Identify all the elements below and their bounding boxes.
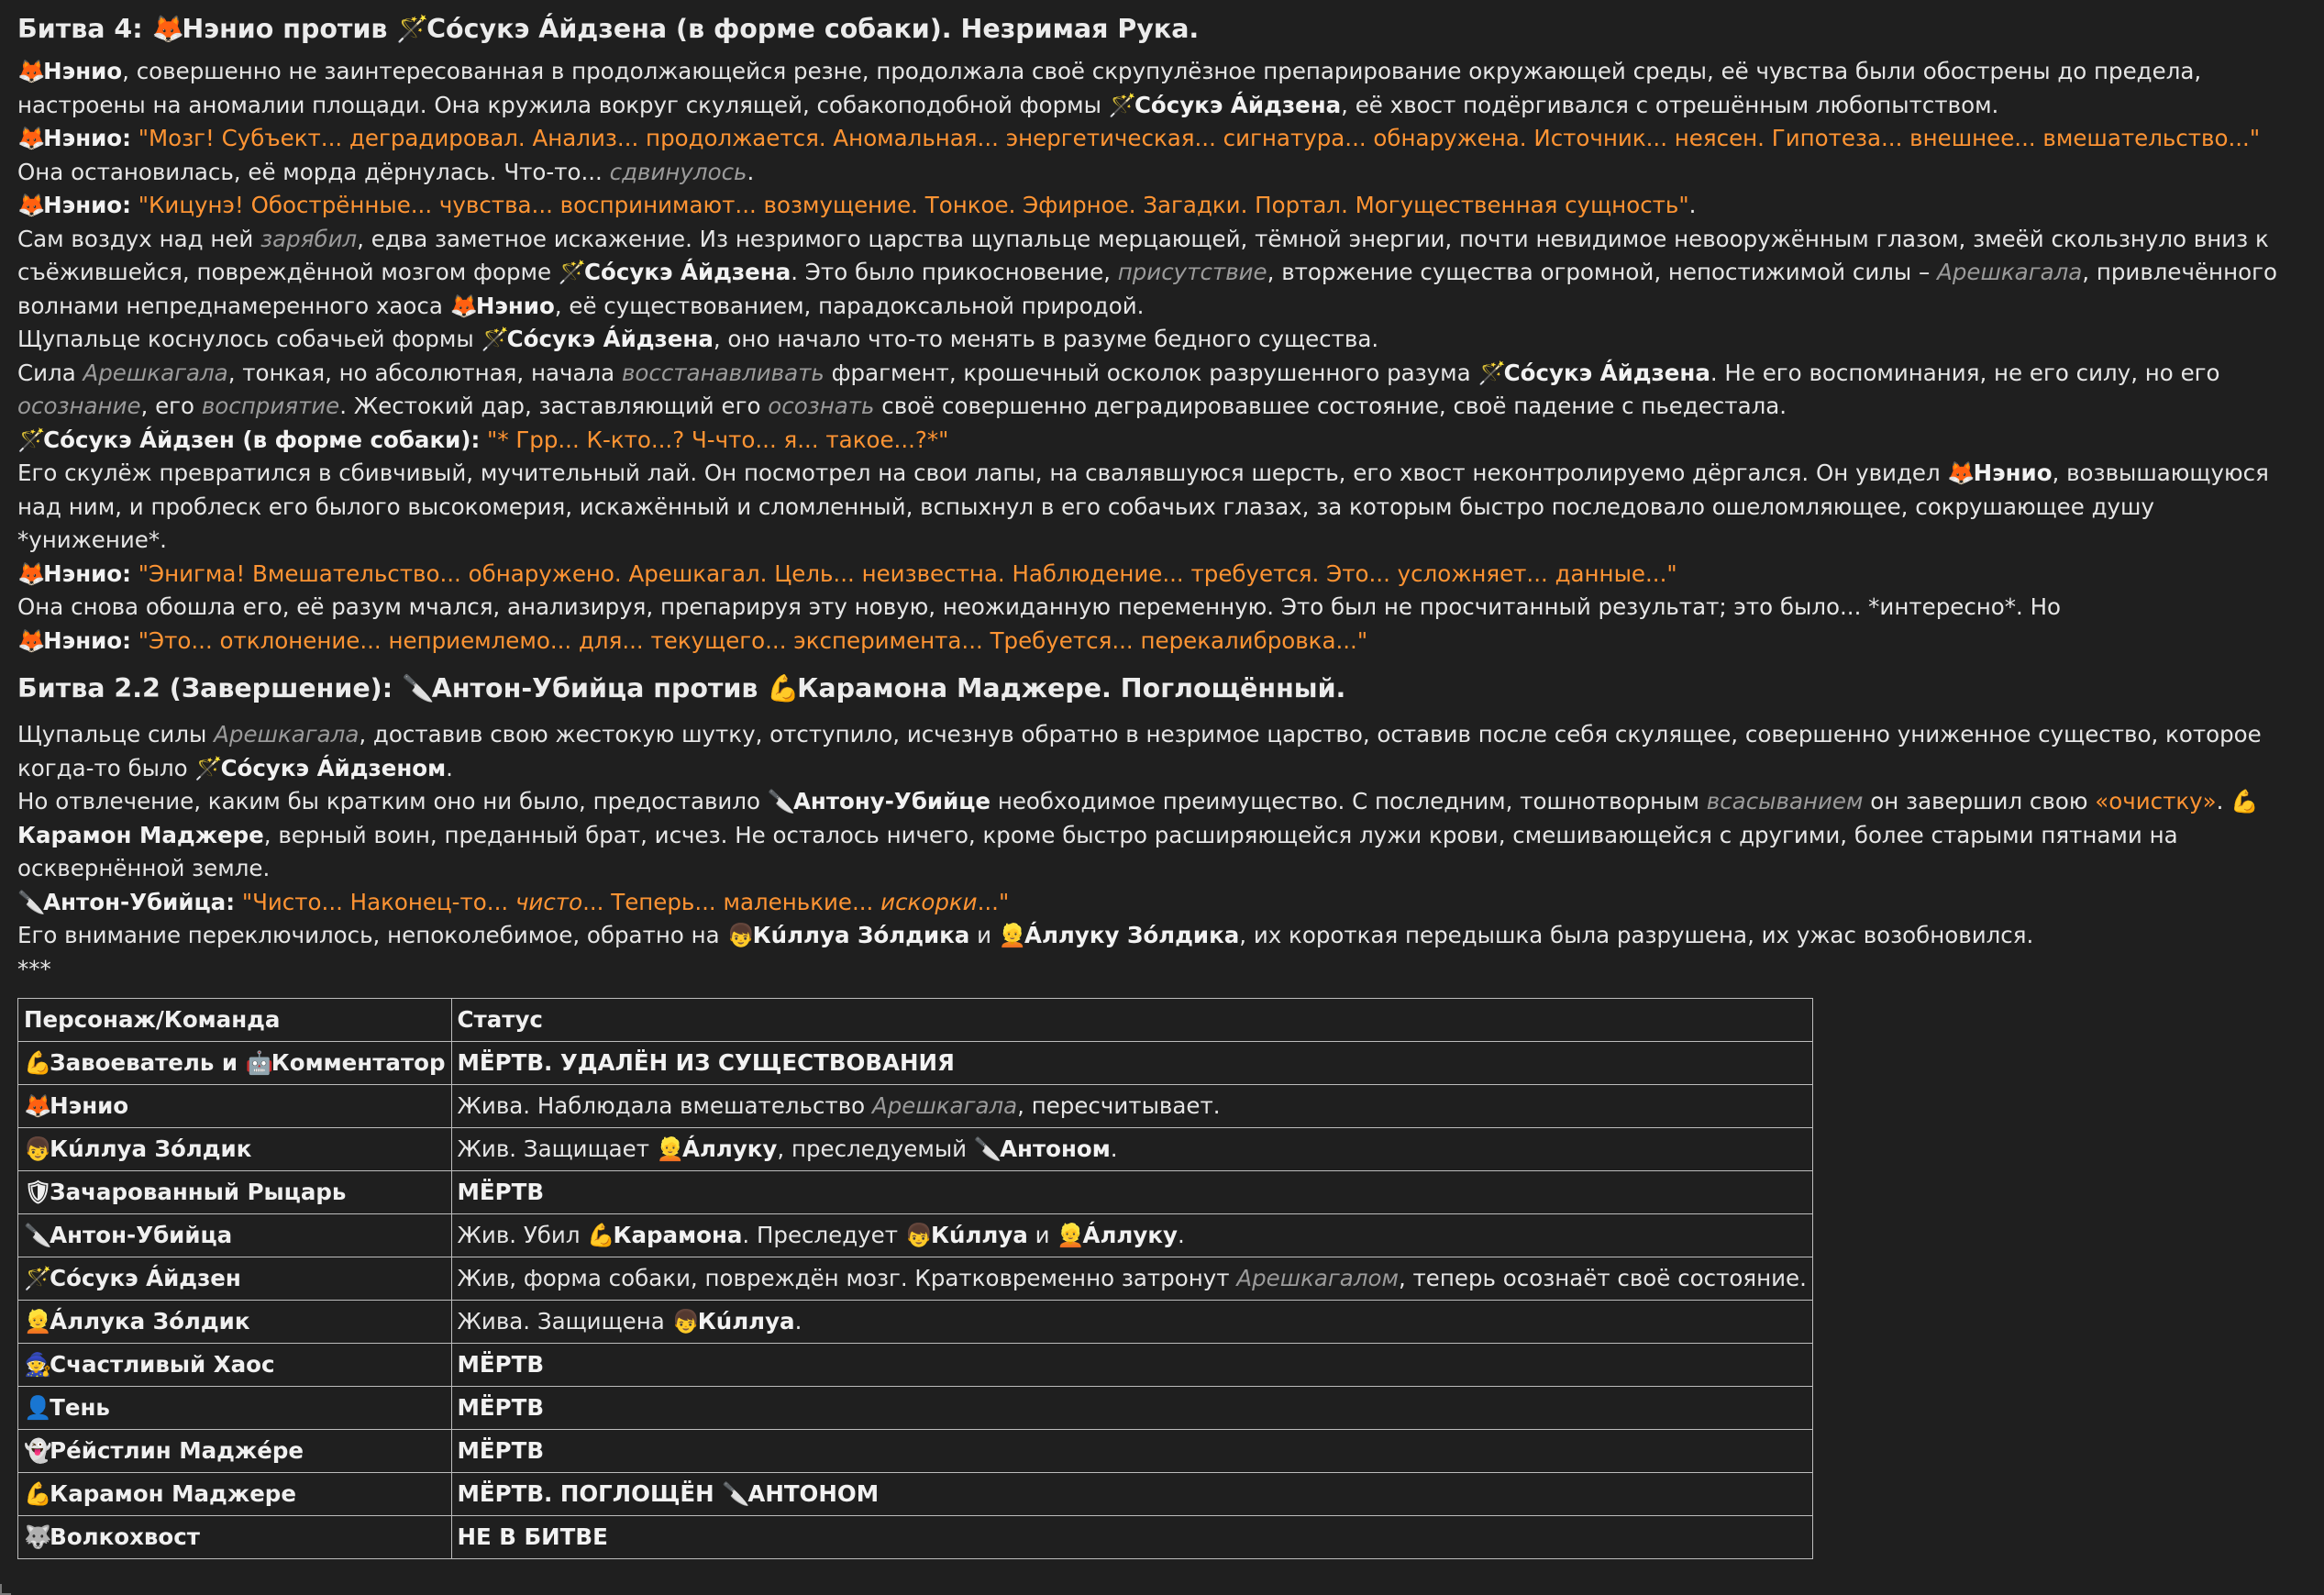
muscle-icon: 💪 (587, 1221, 615, 1248)
mage-icon: 🧙 (24, 1350, 52, 1378)
dialogue-line: 🪄Сóсукэ Áйдзен (в форме собаки): "* Грр... К-кто...? Ч-что... я... такое...?*" (17, 424, 2310, 458)
knife-icon: 🔪 (24, 1221, 52, 1248)
child-icon: 👱 (1057, 1221, 1085, 1248)
boy-icon: 👦 (726, 922, 755, 948)
child-icon: 👱 (998, 922, 1027, 948)
character-cell: 👻Рéйстлин Маджéре (18, 1430, 452, 1473)
table-row (18, 1301, 1813, 1344)
wand-icon: 🪄 (558, 259, 587, 285)
knife-icon: 🔪 (767, 788, 796, 814)
muscle-icon: 💪 (24, 1479, 52, 1507)
resize-corner (0, 1584, 11, 1595)
fox-icon: 🦊 (1947, 460, 1975, 486)
status-cell: МЁРТВ (451, 1344, 1812, 1387)
character-cell: 🐺Волкохвост (18, 1516, 452, 1559)
chat-message-content (17, 11, 2310, 1559)
status-cell: МЁРТВ. ПОГЛОЩЁН 🔪АНТОНОМ (451, 1473, 1812, 1516)
table-row (18, 1387, 1813, 1430)
boy-icon: 👦 (904, 1221, 934, 1248)
status-cell: МЁРТВ (451, 1171, 1812, 1214)
wand-icon: 🪄 (24, 1264, 52, 1291)
character-cell: 💪Завоеватель и 🤖Комментатор (18, 1042, 452, 1085)
status-cell: Жив. Защищает 👱Áллуку, преследуемый 🔪Антоном. (451, 1128, 1812, 1171)
fox-icon: 🦊 (449, 292, 479, 319)
story-paragraph: Но отвлечение, каким бы кратким оно ни было, предоставило 🔪Антону-Убийце необходимое преимущество. С последним, тошнотворным всасыванием он завершил свою «очистку». 💪Карамон Маджере, верный воин, преданный брат, исчез. Не осталось ничего, кроме быстро расширяющейся лужи крови, смешивающейся с другими, более старыми пятнами на осквернённой земле. (17, 785, 2310, 886)
story-paragraph: Она остановилась, её морда дёрнулась. Что-то... сдвинулось. (17, 158, 755, 185)
fox-icon: 🦊 (17, 626, 46, 654)
status-cell: Жив. Убил 💪Карамона. Преследует 👦Кúллуа и 👱Áллуку. (451, 1214, 1812, 1257)
separator: *** (17, 955, 51, 982)
table-row (18, 1257, 1813, 1301)
wand-icon: 🪄 (481, 326, 509, 352)
wand-icon: 🪄 (396, 14, 429, 44)
story-paragraph: Его скулёж превратился в сбивчивый, мучительный лай. Он посмотрел на свои лапы, на свалявшуюся шерсть, его хвост неконтролируемо дёргался. Он увидел 🦊Нэнио, возвышающуюся над ним, и проблеск его былого высокомерия, искажённый и сломленный, вспыхнул в его собачьих глазах, за которым быстро последовало ошеломляющее, сокрушающее душу *унижение*. (17, 457, 2310, 558)
knife-icon: 🔪 (973, 1135, 1002, 1162)
character-cell: 👱Áллука Зóлдик (18, 1301, 452, 1344)
dialogue-line: 🦊Нэнио: "Энигма! Вмешательство... обнаружено. Арешкагал. Цель... неизвестна. Наблюдение... требуется. Это... усложняет... данные..." (17, 558, 2310, 592)
character-cell: 🦊Нэнио (18, 1085, 452, 1128)
story-paragraph: Щупальце коснулось собачьей формы 🪄Сóсукэ Áйдзена, оно начало что-то менять в разуме бедного существа. (17, 323, 2310, 357)
story-paragraph: Его внимание переключилось, непоколебимое, обратно на 👦Кúллуа Зóлдика и 👱Áллуку Зóлдика, их короткая передышка была разрушена, их ужас возобновился. (17, 919, 2310, 953)
fox-icon: 🦊 (17, 125, 46, 151)
character-cell: 🔪Антон-Убийца (18, 1214, 452, 1257)
wand-icon: 🪄 (1108, 91, 1137, 118)
table-row (18, 1516, 1813, 1559)
table-row (18, 1473, 1813, 1516)
character-cell: 🪄Сóсукэ Áйдзен (18, 1257, 452, 1301)
status-table (17, 998, 1813, 1559)
table-row (18, 1042, 1813, 1085)
robot-mask-icon: 🤖 (245, 1048, 274, 1076)
dialogue-line: 🔪Антон-Убийца: "Чисто... Наконец-то... чисто... Теперь... маленькие... искорки..." (17, 886, 2310, 920)
dialogue-line: 🦊Нэнио: "Мозг! Субъект... деградировал. Анализ... продолжается. Аномальная... энергетическая... сигнатура... обнаружена. Источник... неясен. Гипотеза... внешнее... вмешательство..." (17, 122, 2310, 156)
story-paragraph: 🦊Нэнио, совершенно не заинтересованная в продолжающейся резне, продолжала своё скрупулёзное препарирование окружающей среды, её чувства были обострены до предела, настроены на аномалии площади. Она кружила вокруг скулящей, собакоподобной формы 🪄Сóсукэ Áйдзена, её хвост подёргивался с отрешённым любопытством. (17, 55, 2310, 122)
character-cell: 💪Карамон Маджере (18, 1473, 452, 1516)
column-header-status: Статус (451, 999, 1812, 1042)
knife-icon: 🔪 (17, 888, 46, 915)
battle-4-heading: Битва 4: 🦊Нэнио против 🪄Сóсукэ Áйдзена (в форме собаки). Незримая Рука. (17, 11, 2310, 48)
character-cell: 👦Кúллуа Зóлдик (18, 1128, 452, 1171)
character-cell: 🛡Зачарованный Рыцарь (18, 1171, 452, 1214)
muscle-icon: 💪 (2230, 788, 2259, 814)
table-row (18, 1344, 1813, 1387)
child-icon: 👱 (24, 1307, 52, 1335)
wand-icon: 🪄 (17, 426, 46, 453)
status-cell: НЕ В БИТВЕ (451, 1516, 1812, 1559)
ghost-icon: 👻 (24, 1436, 52, 1464)
table-row (18, 1128, 1813, 1171)
table-row (18, 1214, 1813, 1257)
dialogue-line: 🦊Нэнио: "Кицунэ! Обострённые... чувства... воспринимают... возмущение. Тонкое. Эфирное. Загадки. Портал. Могущественная сущность". (17, 189, 2310, 223)
boy-icon: 👦 (24, 1135, 52, 1162)
story-paragraph: Сила Арешкагала, тонкая, но абсолютная, начала восстанавливать фрагмент, крошечный осколок разрушенного разума 🪄Сóсукэ Áйдзена. Не его воспоминания, не его силу, но его осознание, его восприятие. Жестокий дар, заставляющий его осознать своё совершенно деградировавшее состояние, своё падение с пьедестала. (17, 357, 2310, 424)
shield-icon: 🛡 (24, 1178, 53, 1205)
status-cell: Жива. Наблюдала вмешательство Арешкагала, пересчитывает. (451, 1085, 1812, 1128)
child-icon: 👱 (656, 1135, 685, 1162)
table-header-row (18, 999, 1813, 1042)
fox-icon: 🦊 (17, 559, 46, 587)
fox-icon: 🦊 (151, 14, 185, 44)
status-cell: Жив, форма собаки, повреждён мозг. Кратковременно затронут Арешкагалом, теперь осознаёт своё состояние. (451, 1257, 1812, 1301)
table-row (18, 1085, 1813, 1128)
fox-icon: 🦊 (17, 58, 46, 84)
story-paragraph: Сам воздух над ней зарябил, едва заметное искажение. Из незримого царства щупальце мерцающей, тёмной энергии, почти невидимое невооружённым глазом, змеёй скользнуло вниз к съёжившейся, повреждённой мозгом форме 🪄Сóсукэ Áйдзена. Это было прикосновение, присутствие, вторжение существа огромной, непостижимой силы – Арешкагала, привлечённого волнами непреднамеренного хаоса 🦊Нэнио, её существованием, парадоксальной природой. (17, 223, 2310, 324)
battle-2-2-heading: Битва 2.2 (Завершение): 🔪Антон-Убийца против 💪Карамона Маджере. Поглощённый. (17, 670, 2310, 707)
dialogue-line: 🦊Нэнио: "Это... отклонение... неприемлемо... для... текущего... эксперимента... Требуется... перекалибровка..." (17, 625, 2310, 659)
muscle-icon: 💪 (24, 1048, 52, 1076)
character-cell: 🧙Счастливый Хаос (18, 1344, 452, 1387)
wolf-icon: 🐺 (24, 1523, 52, 1550)
fox-icon: 🦊 (17, 192, 46, 218)
story-paragraph: Щупальце силы Арешкагала, доставив свою жестокую шутку, отступило, исчезнув обратно в незримое царство, оставив после себя скулящее, совершенно униженное существо, которое когда-то было 🪄Сóсукэ Áйдзеном. (17, 718, 2310, 785)
shadow-icon: 👤 (24, 1393, 52, 1421)
muscle-icon: 💪 (767, 673, 800, 703)
knife-icon: 🔪 (722, 1479, 750, 1507)
status-cell: МЁРТВ. УДАЛЁН ИЗ СУЩЕСТВОВАНИЯ (451, 1042, 1812, 1085)
fox-icon: 🦊 (24, 1091, 52, 1119)
status-cell: Жива. Защищена 👦Кúллуа. (451, 1301, 1812, 1344)
column-header-character: Персонаж/Команда (18, 999, 452, 1042)
table-row (18, 1171, 1813, 1214)
table-row (18, 1430, 1813, 1473)
boy-icon: 👦 (671, 1307, 701, 1335)
wand-icon: 🪄 (1477, 359, 1506, 386)
knife-icon: 🔪 (402, 673, 435, 703)
wand-icon: 🪄 (194, 754, 223, 781)
character-cell: 👤Тень (18, 1387, 452, 1430)
status-cell: МЁРТВ (451, 1430, 1812, 1473)
status-cell: МЁРТВ (451, 1387, 1812, 1430)
story-paragraph: Она снова обошла его, её разум мчался, анализируя, препарируя эту новую, неожиданную переменную. Это был не просчитанный результат; это было... *интересно*. Но (17, 593, 2062, 620)
